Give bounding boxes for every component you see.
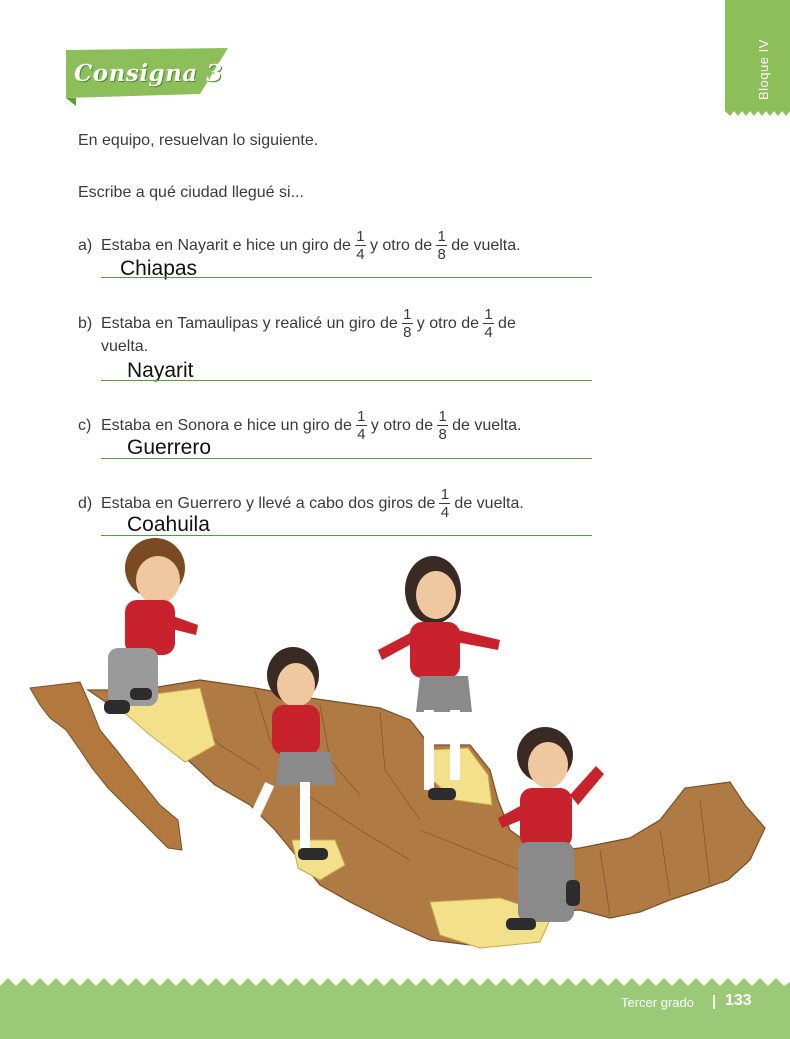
answer-b[interactable]: Nayarit (127, 359, 194, 382)
fraction-denominator: 4 (484, 324, 493, 341)
fraction (437, 408, 448, 443)
fraction-numerator: 1 (356, 228, 365, 245)
intro-text: En equipo, resuelvan lo siguiente. (78, 132, 319, 149)
footer-separator: | (712, 993, 717, 1010)
question-text: Estaba en Guerrero y llevé a cabo dos giros de (101, 494, 436, 512)
answer-line-b (101, 380, 592, 381)
footer-grade: Tercer grado (621, 995, 694, 1010)
fraction-numerator: 1 (440, 486, 450, 503)
mexico-map-illustration (0, 530, 790, 970)
bloque-tab (725, 0, 790, 108)
question-label: d) (78, 494, 93, 512)
page-number: 133 (725, 992, 752, 1009)
question-label: b) (78, 314, 93, 332)
prompt-text: Escribe a qué ciudad llegué si... (78, 184, 304, 201)
answer-line-c (101, 458, 592, 459)
question-text: Estaba en Tamaulipas y realicé un giro de (101, 314, 398, 332)
question-text: y otro de (416, 314, 480, 332)
fraction (356, 408, 367, 443)
answer-line-a (101, 277, 592, 278)
answer-c[interactable]: Guerrero (127, 436, 212, 459)
answer-a[interactable]: Chiapas (120, 257, 198, 280)
fraction-denominator: 8 (438, 426, 447, 443)
fraction-denominator: 4 (440, 504, 450, 521)
question-text: y otro de (369, 236, 433, 254)
question-text: de vuelta. (454, 494, 524, 512)
question-text: de vuelta. (451, 236, 521, 254)
fraction-denominator: 4 (357, 426, 366, 443)
fraction (439, 486, 450, 521)
question-text: y otro de (370, 416, 434, 434)
fraction-denominator: 8 (403, 324, 412, 341)
fraction-denominator: 8 (437, 246, 446, 263)
fraction-numerator: 1 (484, 306, 493, 323)
question-text: de (498, 314, 516, 332)
consigna-title: Consigna 3 (74, 60, 223, 87)
question-b-continued: vuelta. (101, 338, 149, 355)
fraction-numerator: 1 (403, 306, 412, 323)
question-b (78, 306, 516, 341)
fraction-denominator: 4 (356, 246, 365, 263)
bloque-label: Bloque IV (756, 39, 771, 100)
fraction-numerator: 1 (438, 408, 447, 425)
question-text: Estaba en Sonora e hice un giro de (101, 416, 352, 434)
fraction (483, 306, 494, 341)
fraction-numerator: 1 (357, 408, 366, 425)
fraction (402, 306, 413, 341)
fraction-numerator: 1 (437, 228, 446, 245)
answer-d[interactable]: Coahuila (127, 513, 210, 536)
question-label: c) (78, 416, 92, 434)
tab-zigzag-edge (725, 107, 790, 116)
fraction (436, 228, 447, 263)
fraction (355, 228, 366, 263)
question-label: a) (78, 236, 93, 254)
question-text: de vuelta. (452, 416, 522, 434)
question-text: Estaba en Nayarit e hice un giro de (101, 236, 351, 254)
